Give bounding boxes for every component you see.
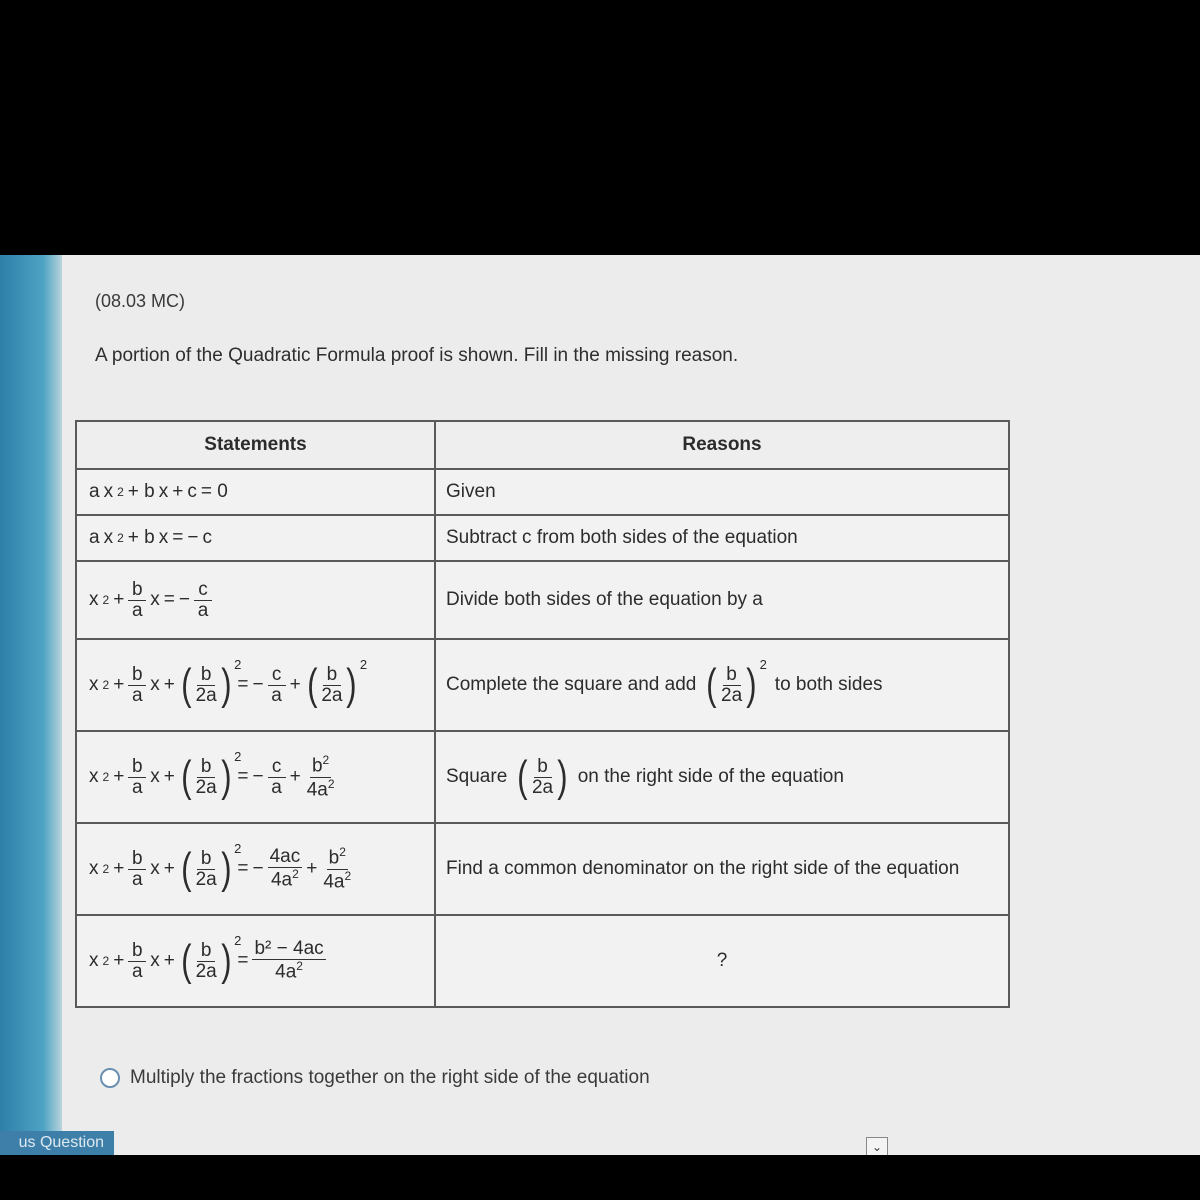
statement-math: x 2 + $\frac{b}{a}$ x + ( $\frac{b}{2a}$ ) 2 = − $\frac{c}{a}$ + $\frac{b^2}{4a^2}$ (89, 749, 335, 801)
table-header-row (76, 421, 1009, 469)
statement-math: x 2 + $\frac{b}{a}$ x + ( $\frac{b}{2a}$ ) 2 = − $\frac{4ac}{4a^2}$ + $\frac{b^2}{4a^2}$ (89, 841, 352, 893)
table-row (76, 515, 1009, 561)
reason-text: Complete the square and add (446, 674, 697, 695)
table-row (76, 731, 1009, 823)
statements-header: Statements (76, 421, 435, 469)
statement-cell (76, 823, 435, 915)
side-panel (0, 255, 62, 1155)
statement-cell (76, 639, 435, 731)
proof-table (75, 420, 1010, 1008)
reason-text: to both sides (774, 674, 883, 695)
statement-math: x 2 + $\frac{b}{a}$ x + ( $\frac{b}{2a}$ ) 2 = − $\frac{c}{a}$ + ( $\frac{b}{2a}$ ) 2 (89, 657, 368, 709)
statement-math: x 2 + $\frac{b}{a}$ x = − $\frac{c}{a}$ (89, 580, 212, 621)
reason-text: Square (446, 766, 508, 787)
answer-choice-label: Multiply the fractions together on the right side of the equation (130, 1067, 650, 1088)
answer-choice[interactable] (100, 1067, 650, 1089)
question-id: (08.03 MC) (95, 291, 186, 311)
quiz-screen (0, 255, 1200, 1155)
statement-math: a x 2 + b x + c = 0 (89, 481, 228, 502)
reason-cell: Complete the square and add ( $\frac{b}{2a}$ ) 2 to both sides (435, 639, 1009, 731)
statement-math: a x 2 + b x = − c (89, 527, 212, 548)
statement-cell (76, 561, 435, 639)
statement-cell (76, 515, 435, 561)
table-row (76, 915, 1009, 1007)
table-row (76, 639, 1009, 731)
table-row (76, 561, 1009, 639)
reason-text: on the right side of the equation (577, 766, 844, 787)
chevron-down-icon[interactable]: ⌄ (866, 1137, 888, 1155)
radio-button[interactable] (100, 1068, 120, 1088)
reasons-header: Reasons (435, 421, 1009, 469)
statement-math: x 2 + $\frac{b}{a}$ x + ( $\frac{b}{2a}$ ) 2 = $\frac{\text{b² − 4ac}}{4a^2}$ (89, 933, 324, 985)
statement-cell (76, 731, 435, 823)
table-row (76, 469, 1009, 515)
reason-cell: Given (435, 469, 1009, 515)
reason-cell: Divide both sides of the equation by a (435, 561, 1009, 639)
statement-cell (76, 915, 435, 1007)
missing-reason-cell: ? (435, 915, 1009, 1007)
reason-cell: Find a common denominator on the right side of the equation (435, 823, 1009, 915)
question-prompt: A portion of the Quadratic Formula proof is shown. Fill in the missing reason. (95, 345, 739, 366)
statement-cell (76, 469, 435, 515)
table-row (76, 823, 1009, 915)
reason-cell: Square ( $\frac{b}{2a}$ ) on the right side of the equation (435, 731, 1009, 823)
previous-question-button[interactable]: us Question (0, 1131, 114, 1155)
reason-cell: Subtract c from both sides of the equation (435, 515, 1009, 561)
